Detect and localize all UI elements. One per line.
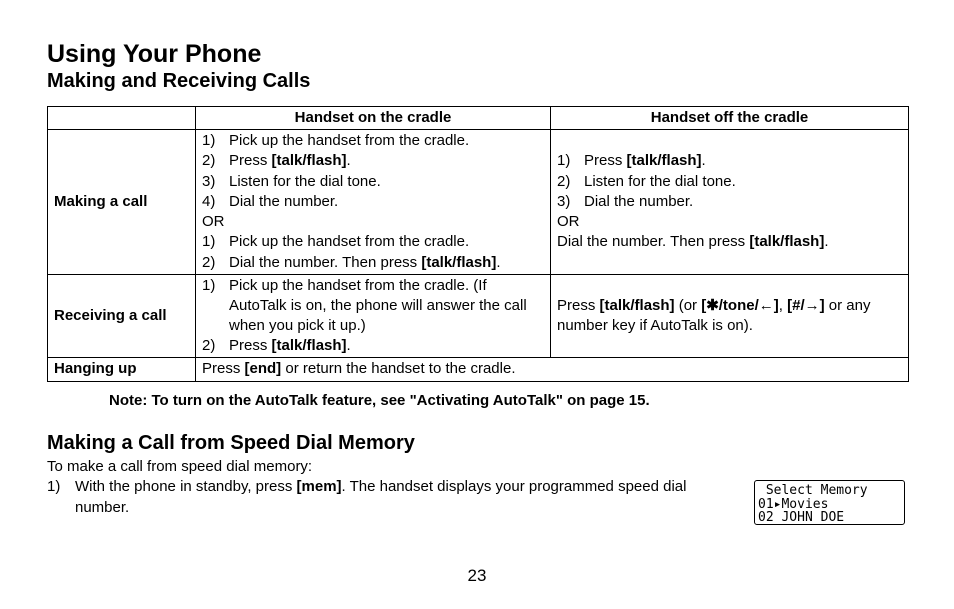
list-item: 2) Press [talk/flash]. [202,152,351,170]
table-header-row [48,107,909,130]
list-item: 3) Dial the number. [557,192,694,210]
cell-hanging-up: Press [end] or return the handset to the cradle. [196,358,909,382]
page-number: 23 [467,566,487,585]
making-off-steps [557,151,902,212]
page-title: Using Your Phone [47,40,262,68]
row-label-receiving: Receiving a call [48,275,196,358]
cell-receiving-on-cradle [196,275,551,358]
display-line-2: 01▸Movies [758,496,829,512]
section-heading-calls: Making and Receiving Calls [47,70,311,92]
or-divider: OR [557,213,580,231]
list-item: 1) Pick up the handset from the cradle. (If AutoTalk is on, the phone will answer the call when you pick it up.) [202,276,527,334]
calls-table [47,106,909,382]
display-line-1: Select Memory [758,483,868,498]
list-item: 2) Dial the number. Then press [talk/flash]. [202,253,501,271]
table-header-off-cradle: Handset off the cradle [551,107,909,130]
making-on-steps-a [202,131,544,212]
list-item: 2) Press [talk/flash]. [202,337,351,355]
list-item: 1) Press [talk/flash]. [557,152,706,170]
making-off-alternative: Dial the number. Then press [talk/flash]. [557,233,829,251]
making-on-steps-b [202,232,544,272]
display-line-3: 02 JOHN DOE [758,510,845,525]
list-item: 2) Listen for the dial tone. [557,172,736,190]
cell-making-on-cradle [196,130,551,275]
section-heading-speed-dial: Making a Call from Speed Dial Memory [47,432,415,454]
handset-display [754,480,905,525]
list-item: 1) Pick up the handset from the cradle. [202,132,470,150]
receiving-off-text: Press [talk/flash] (or [✱/tone/←], [#/→] or any number key if AutoTalk is on). [557,296,871,334]
table-header-blank [48,107,196,130]
table-header-on-cradle: Handset on the cradle [196,107,551,130]
cell-receiving-off-cradle [551,275,909,358]
row-label-making: Making a call [48,130,196,275]
list-item: 4) Dial the number. [202,192,339,210]
receiving-on-steps [202,276,544,357]
list-item: 3) Listen for the dial tone. [202,172,381,190]
list-item: 1) Pick up the handset from the cradle. [202,233,470,251]
table-row-receiving [48,275,909,358]
step-number: 1) [47,478,61,495]
autotalk-note: Note: To turn on the AutoTalk feature, see "Activating AutoTalk" on page 15. [109,392,650,409]
or-divider: OR [202,213,225,231]
table-row-making [48,130,909,275]
table-row-hanging [48,358,909,382]
speed-dial-step-1: 1) With the phone in standby, press [mem]. The handset displays your programmed speed dial number. [47,478,687,516]
cell-making-off-cradle [551,130,909,275]
speed-dial-intro: To make a call from speed dial memory: [47,458,313,475]
row-label-hanging: Hanging up [48,358,196,382]
